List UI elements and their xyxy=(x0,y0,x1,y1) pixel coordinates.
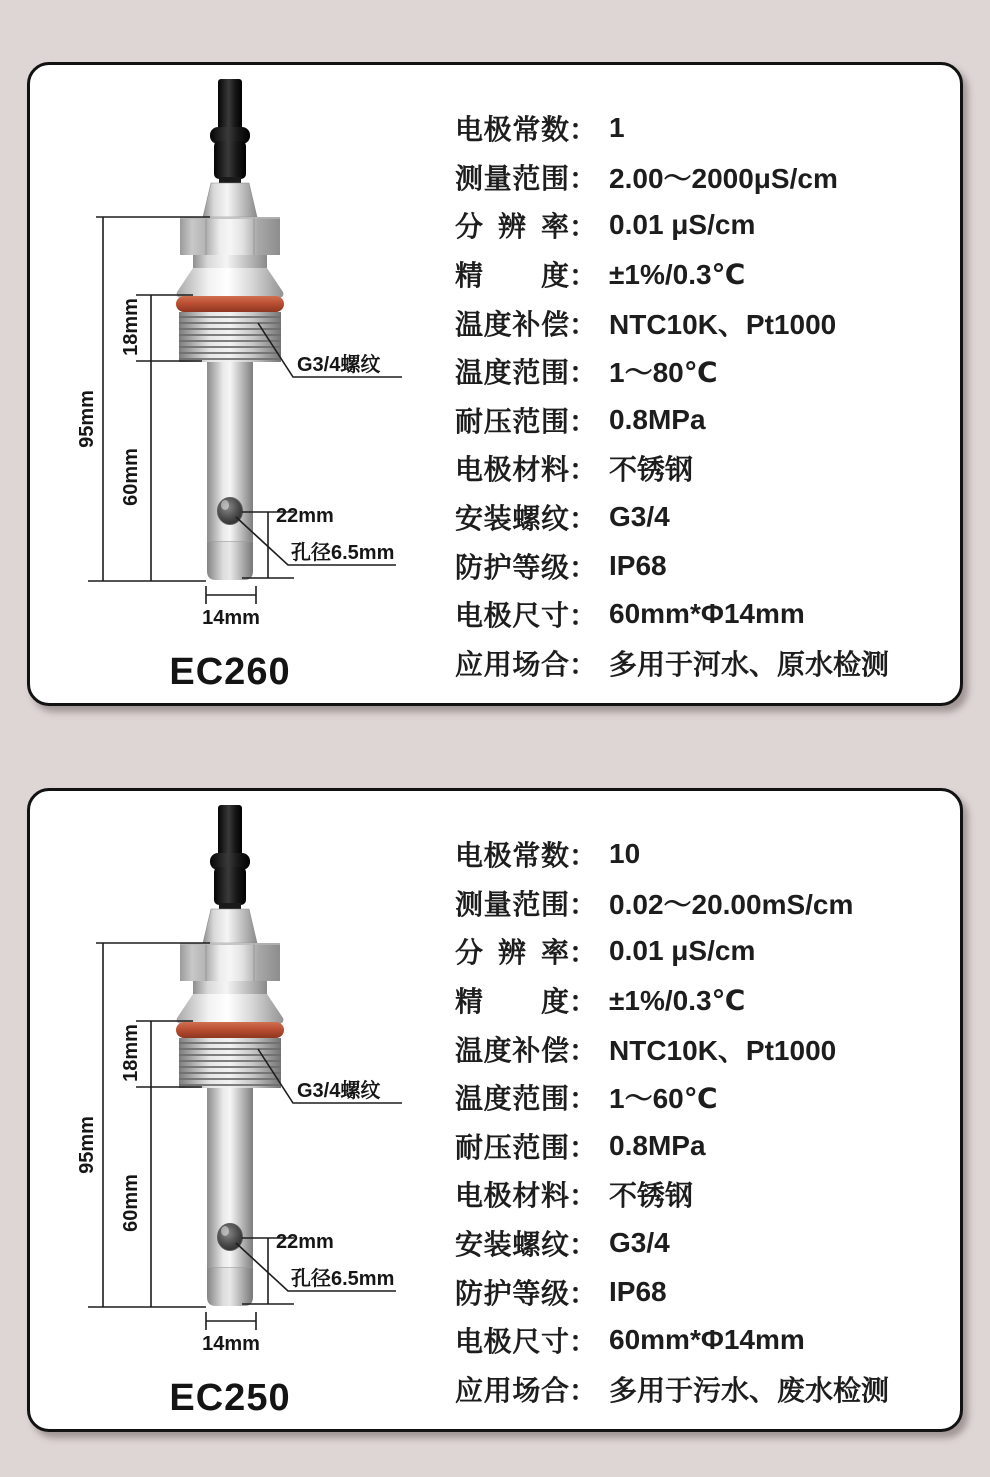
spec-colon: ： xyxy=(569,1131,598,1163)
spec-value: IP68 xyxy=(609,549,667,581)
spec-label: 测量范围 xyxy=(455,888,569,920)
spec-value: 0.01 μS/cm xyxy=(609,935,756,967)
spec-colon: ： xyxy=(569,551,598,583)
spec-row xyxy=(455,250,946,299)
spec-row xyxy=(455,493,946,542)
spec-label: 温度补偿 xyxy=(455,308,569,340)
sensor-illustration xyxy=(176,79,284,580)
product-diagram-ec260 xyxy=(30,65,450,645)
thread-section xyxy=(179,1038,281,1088)
spec-colon: ： xyxy=(569,888,598,920)
dim-line-14mm xyxy=(206,586,256,604)
hole-highlight xyxy=(221,1226,229,1236)
dim-label-tip-diameter: 14mm xyxy=(202,607,260,629)
spec-colon: ： xyxy=(569,1229,598,1261)
sensor-drawing xyxy=(30,791,450,1371)
spec-colon: ： xyxy=(569,1180,598,1212)
spec-row xyxy=(455,104,946,153)
dim-line-14mm xyxy=(206,1312,256,1330)
spec-row xyxy=(455,1267,946,1316)
hole-highlight xyxy=(221,500,229,510)
spec-label: 电极常数 xyxy=(455,114,569,146)
dim-label-tip-diameter: 14mm xyxy=(202,1333,260,1355)
dim-label-shaft-length: 60mm xyxy=(120,1174,142,1232)
spec-value: ±1%/0.3℃ xyxy=(609,984,746,1016)
hex-nut xyxy=(180,943,280,981)
spec-colon: ： xyxy=(569,600,598,632)
spec-row xyxy=(455,976,946,1025)
spec-row xyxy=(455,1316,946,1365)
neck-ring xyxy=(193,981,267,994)
dim-label-hole-diameter: 孔径6.5mm xyxy=(291,1268,395,1290)
spec-value: 0.02～20.00mS/cm xyxy=(609,888,854,920)
spec-colon: ： xyxy=(569,405,598,437)
spec-colon: ： xyxy=(569,1034,598,1066)
top-collar xyxy=(203,183,257,217)
spec-colon: ： xyxy=(569,1374,598,1406)
spec-colon: ： xyxy=(569,114,598,146)
dim-label-overall: 95mm xyxy=(76,390,98,448)
o-ring xyxy=(176,1022,284,1038)
spec-label: 电极材料 xyxy=(455,1180,569,1212)
cable-boot xyxy=(214,141,246,179)
flange xyxy=(177,994,284,1024)
thread-section xyxy=(179,312,281,362)
dim-label-thread-length: 18mm xyxy=(120,1024,142,1082)
spec-value: 0.01 μS/cm xyxy=(609,209,756,241)
thread-callout-label: G3/4螺纹 xyxy=(297,1080,381,1102)
spec-colon: ： xyxy=(569,1277,598,1309)
sensor-drawing xyxy=(30,65,450,645)
product-diagram-ec250 xyxy=(30,791,450,1371)
spec-value: 0.8MPa xyxy=(609,1129,706,1161)
dim-label-hole-diameter: 孔径6.5mm xyxy=(291,542,395,564)
spec-label: 防护等级 xyxy=(455,1277,569,1309)
spec-row xyxy=(455,1219,946,1268)
spec-value: 60mm*Φ14mm xyxy=(609,1324,805,1356)
sensor-illustration xyxy=(176,805,284,1306)
spec-value: IP68 xyxy=(609,1275,667,1307)
spec-value: 10 xyxy=(609,838,641,870)
spec-list xyxy=(455,104,946,687)
spec-label: 电极尺寸 xyxy=(455,600,569,632)
spec-value: 多用于污水、废水检测 xyxy=(609,1374,890,1406)
model-name: EC260 xyxy=(169,651,291,693)
spec-label: 温度范围 xyxy=(455,357,569,389)
flange xyxy=(177,268,284,298)
spec-value: 60mm*Φ14mm xyxy=(609,598,805,630)
spec-value: 多用于河水、原水检测 xyxy=(609,648,890,680)
spec-value: 0.8MPa xyxy=(609,403,706,435)
spec-row xyxy=(455,639,946,688)
product-card-ec260 xyxy=(27,62,963,706)
spec-colon: ： xyxy=(569,260,598,292)
spec-colon: ： xyxy=(569,986,598,1018)
spec-row xyxy=(455,201,946,250)
spec-label: 电极材料 xyxy=(455,454,569,486)
spec-label: 分辨率 xyxy=(455,937,569,969)
spec-colon: ： xyxy=(569,648,598,680)
spec-colon: ： xyxy=(569,211,598,243)
spec-label: 温度范围 xyxy=(455,1083,569,1115)
spec-label: 耐压范围 xyxy=(455,405,569,437)
spec-colon: ： xyxy=(569,1326,598,1358)
dim-label-hole-to-tip: 22mm xyxy=(276,1231,334,1253)
spec-value: 1～60℃ xyxy=(609,1083,718,1115)
spec-label: 温度补偿 xyxy=(455,1034,569,1066)
spec-row xyxy=(455,1024,946,1073)
cable xyxy=(218,79,242,131)
spec-value: ±1%/0.3℃ xyxy=(609,258,746,290)
spec-label: 分辨率 xyxy=(455,211,569,243)
o-ring xyxy=(176,296,284,312)
spec-label: 防护等级 xyxy=(455,551,569,583)
cable xyxy=(218,805,242,857)
spec-label: 耐压范围 xyxy=(455,1131,569,1163)
thread-callout-label: G3/4螺纹 xyxy=(297,354,381,376)
spec-label: 电极尺寸 xyxy=(455,1326,569,1358)
spec-value: 2.00～2000μS/cm xyxy=(609,162,838,194)
spec-row xyxy=(455,1365,946,1414)
spec-label: 测量范围 xyxy=(455,162,569,194)
cable-boot xyxy=(214,867,246,905)
spec-colon: ： xyxy=(569,1083,598,1115)
spec-row xyxy=(455,879,946,928)
spec-value: NTC10K、Pt1000 xyxy=(609,308,837,340)
spec-row xyxy=(455,927,946,976)
spec-label: 应用场合 xyxy=(455,648,569,680)
spec-row xyxy=(455,444,946,493)
spec-label: 精度 xyxy=(455,260,569,292)
spec-colon: ： xyxy=(569,454,598,486)
top-collar xyxy=(203,909,257,943)
tip-cap-shade xyxy=(207,542,253,580)
spec-row xyxy=(455,153,946,202)
spec-row xyxy=(455,590,946,639)
hex-nut xyxy=(180,217,280,255)
spec-value: 1 xyxy=(609,112,625,144)
spec-colon: ： xyxy=(569,840,598,872)
spec-value: G3/4 xyxy=(609,501,670,533)
dim-label-thread-length: 18mm xyxy=(120,298,142,356)
tip-cap-shade xyxy=(207,1268,253,1306)
spec-row xyxy=(455,347,946,396)
dim-label-shaft-length: 60mm xyxy=(120,448,142,506)
spec-row xyxy=(455,1073,946,1122)
product-card-ec250 xyxy=(27,788,963,1432)
spec-colon: ： xyxy=(569,937,598,969)
spec-list xyxy=(455,830,946,1413)
spec-value: 1～80℃ xyxy=(609,357,718,389)
spec-row xyxy=(455,830,946,879)
spec-colon: ： xyxy=(569,503,598,535)
spec-value: 不锈钢 xyxy=(609,454,694,486)
spec-row xyxy=(455,396,946,445)
spec-label: 精度 xyxy=(455,986,569,1018)
spec-row xyxy=(455,541,946,590)
spec-row xyxy=(455,1122,946,1171)
dim-label-overall: 95mm xyxy=(76,1116,98,1174)
spec-label: 应用场合 xyxy=(455,1374,569,1406)
spec-colon: ： xyxy=(569,308,598,340)
neck-ring xyxy=(193,255,267,268)
spec-label: 安装螺纹 xyxy=(455,1229,569,1261)
spec-colon: ： xyxy=(569,162,598,194)
spec-value: G3/4 xyxy=(609,1227,670,1259)
spec-value: 不锈钢 xyxy=(609,1180,694,1212)
spec-colon: ： xyxy=(569,357,598,389)
spec-row xyxy=(455,298,946,347)
model-name: EC250 xyxy=(169,1377,291,1419)
spec-row xyxy=(455,1170,946,1219)
dim-label-hole-to-tip: 22mm xyxy=(276,505,334,527)
spec-label: 电极常数 xyxy=(455,840,569,872)
spec-value: NTC10K、Pt1000 xyxy=(609,1034,837,1066)
spec-label: 安装螺纹 xyxy=(455,503,569,535)
